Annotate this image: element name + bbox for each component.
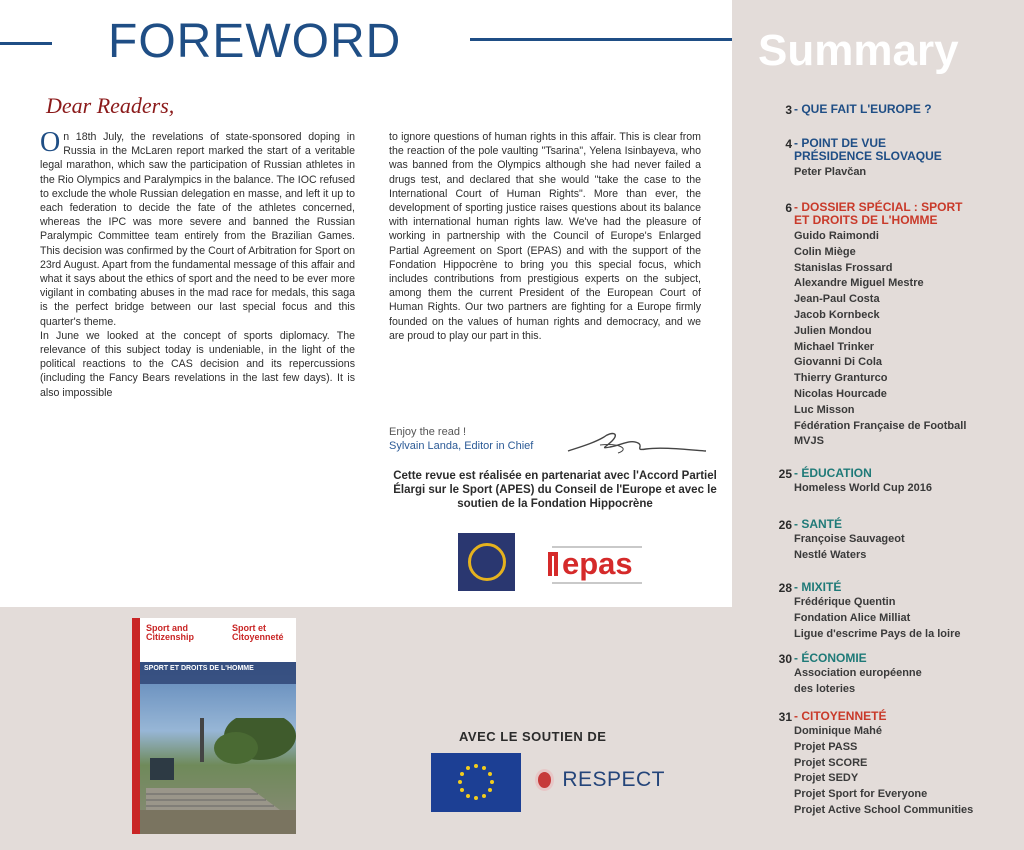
summary-page-number: 26 [778,518,792,532]
editor-name: Sylvain Landa, Editor in Chief [389,440,534,452]
magazine-title-right: Sport et Citoyenneté [232,623,284,642]
summary-contributor: Projet SEDY [794,772,859,785]
partnership-statement: Cette revue est réalisée en partenariat avec l'Accord Partiel Élargi sur le Sport (APES) du Conseil de l'Europe et avec le soutien de la Fondation Hippocrène [393,470,717,510]
ring-icon [468,543,506,581]
support-title: AVEC LE SOUTIEN DE [459,729,607,744]
summary-contributor: Françoise Sauvageot [794,533,905,545]
title-rule-left [0,42,52,45]
summary-contributor: Luc Misson [794,403,855,416]
fondation-hippocrene-logo [458,533,515,591]
summary-section-heading: - CITOYENNETÉ [794,709,887,723]
summary-contributor: Fédération Française de Football [794,419,967,432]
foreword-title: FOREWORD [108,15,402,68]
summary-contributor: Homeless World Cup 2016 [794,482,932,494]
summary-contributor: Giovanni Di Cola [794,356,883,369]
epas-logo-word: epas [562,546,633,581]
summary-section-heading: - ÉDUCATION [794,466,872,480]
magazine-cover [132,618,296,834]
foreword-paragraph: to ignore questions of human rights in this affair. This is clear from the reaction of the pole vaulting "Tsarina", Yelena Isinbayeva, who was banned from the Olympics although she had never failed a drugs test, and declared that she would "take the case to the International Court of Human Rights". More than ever, the development of sporting justice raises questions about its balance with international human rights law. We've had the pleasure of working in partnership with the Council of Europe's Enlarged Partial Agreement on Sport (EPAS) and with the support of the Fondation Hippocrène to bring you this special focus, which includes contributions from prestigious experts on the subject, among them the current President of the European Court of Human Rights. Our two partners are fighting for a Europe firmly founded on the values of human rights and democracy, and we are proud to play our part in this. [389,131,701,342]
summary-contributor: Nestlé Waters [794,548,867,561]
title-rule-right [470,38,732,41]
summary-contributor: Projet Sport for Everyone [794,788,928,801]
summary-contributor: Jacob Kornbeck [794,309,880,321]
signoff [389,425,533,453]
magazine-band-text: SPORT ET DROITS DE L'HOMME [144,665,254,672]
summary-section-heading: - DOSSIER SPÉCIAL : SPORT [794,200,963,214]
summary-section-heading: PRÉSIDENCE SLOVAQUE [794,149,942,163]
summary-contributor: Jean-Paul Costa [794,293,880,306]
signature-image [560,425,710,460]
summary-page-number: 6 [785,201,792,215]
respect-badge-icon [535,769,554,791]
summary-page-number: 3 [785,103,792,117]
summary-contributor: Association européenne [794,667,922,679]
summary-section-heading: - ÉCONOMIE [794,651,867,665]
respect-logo-word: RESPECT [562,768,665,791]
summary-contributor: Stanislas Frossard [794,261,893,274]
summary-page-number: 28 [778,581,792,595]
summary-contributor: Projet PASS [794,740,858,753]
summary-page-number: 30 [778,652,792,666]
summary-section-heading: ET DROITS DE L'HOMME [794,213,938,227]
summary-contributor: Projet SCORE [794,756,868,769]
summary-contributor: Frédérique Quentin [794,596,896,608]
summary-page-number: 31 [778,710,792,724]
respect-logo [535,762,665,798]
summary-section-heading: - QUE FAIT L'EUROPE ? [794,102,932,116]
summary-contributor: des loteries [794,682,856,695]
summary-section-heading: - SANTÉ [794,517,842,531]
eu-flag-logo [431,753,521,812]
summary-contributor: Projet Active School Communities [794,804,974,816]
summary-contributor: Julien Mondou [794,324,872,337]
summary-section-heading: - MIXITÉ [794,580,842,594]
summary-contributor: Fondation Alice Milliat [794,611,911,624]
summary-contributor: Thierry Granturco [794,372,888,385]
foreword-paragraph: In June we looked at the concept of sports diplomacy. The relevance of this subject today is undeniable, in the light of the political reactions to the CAS decision and its repercussions (including the Fancy Bears revelations in the last few days). It is also impossible [40,329,355,399]
summary-section-heading: - POINT DE VUE [794,136,887,150]
summary-page-number: 25 [778,467,792,481]
summary-contributor: Dominique Mahé [794,725,883,737]
foreword-column-1 [40,127,355,400]
foreword-column-2 [389,130,701,343]
enjoy-text: Enjoy the read ! [389,426,467,438]
summary-contributor: Colin Miège [794,245,856,258]
magazine-title-left: Sport and Citizenship [146,623,195,642]
summary-contributor: Nicolas Hourcade [794,388,887,400]
summary-contributor: Alexandre Miguel Mestre [794,277,924,290]
salutation: Dear Readers, [46,93,175,118]
summary-page-number: 4 [785,137,792,151]
summary-contributor: Michael Trinker [794,340,875,353]
dropcap: O [40,127,61,158]
summary-contributor: MVJS [794,435,824,448]
foreword-paragraph: n 18th July, the revelations of state-sponsored doping in Russia in the McLaren report marked the start of a veritable legal marathon, which saw the participation of Russian athletes in the Rio Olympics and Paralympics in the balance. The IOC refused to exclude the whole Russian delegation en masse, and left it up to each federation to decide the fate of the athletes concerned, whereas the IPC was more severe and banned the Russian Paralympic Committee team entirely from the Brazilian Games. This decision was confirmed by the Court of Arbitration for Sport on 23rd August. Apart from the fundamental message of this affair and what it says about the ethics of sport and the need to be ever more vigilant in combating abuses in the mad race for medals, this saga is the perfect bridge between our last special focus and this quarter's theme. [40,131,355,328]
summary-title: Summary [758,26,959,75]
summary-contributor: Peter Plavčan [794,166,867,178]
summary-contributor: Guido Raimondi [794,230,879,242]
stadium-image [140,718,296,834]
summary-contributor: Ligue d'escrime Pays de la loire [794,627,961,640]
